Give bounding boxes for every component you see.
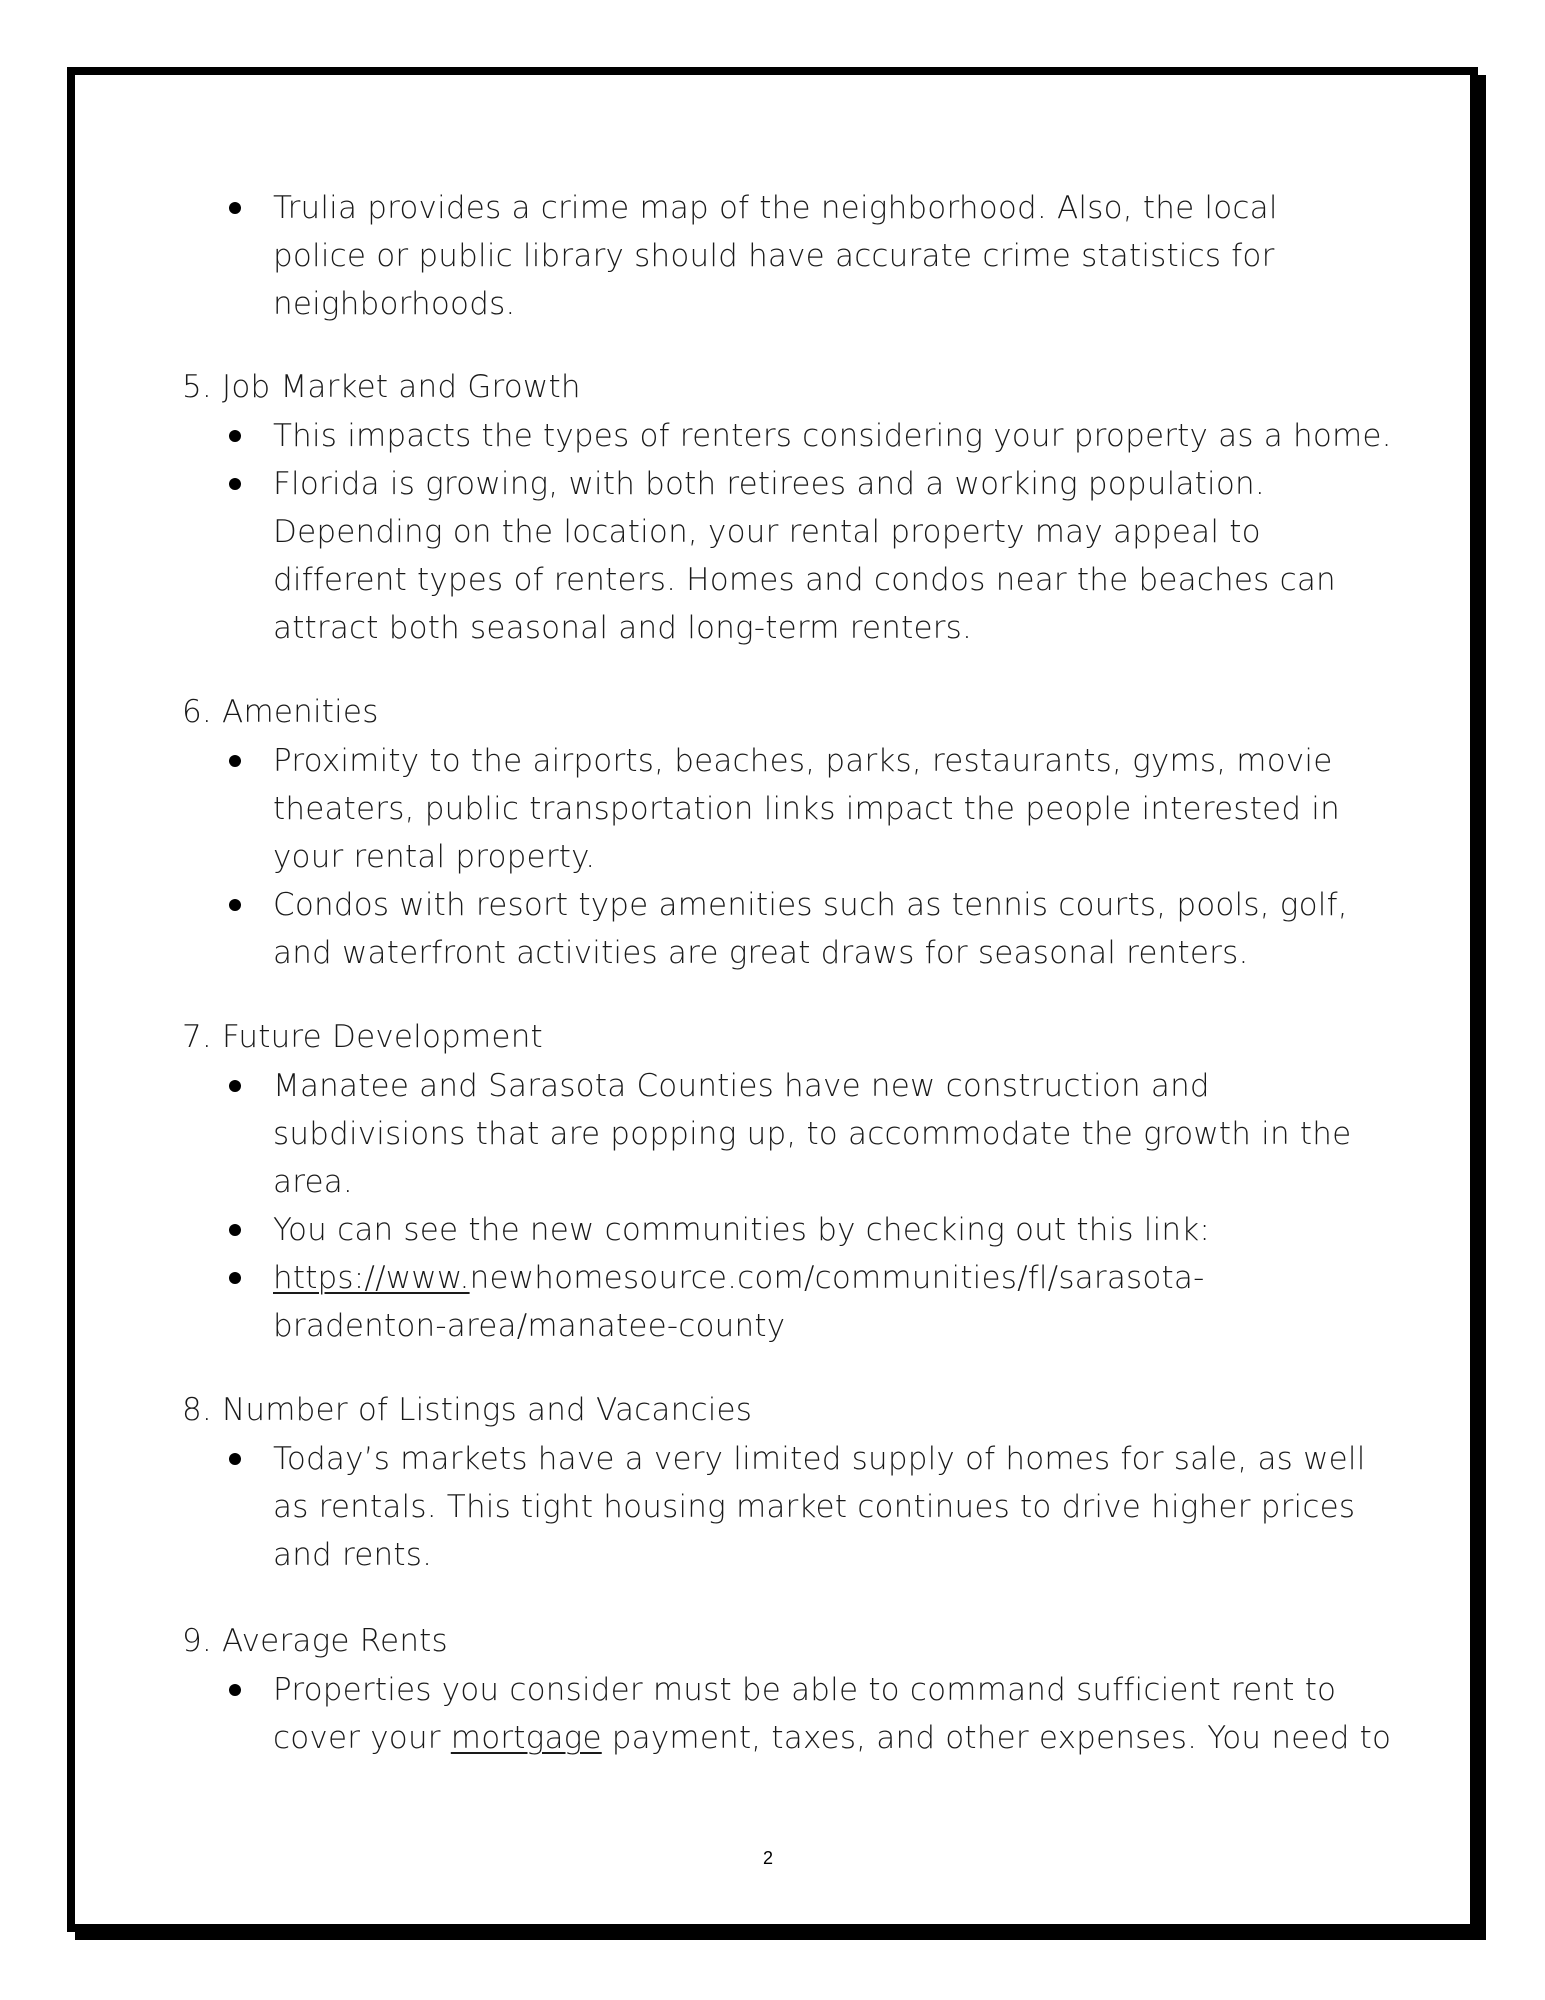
bullet-icon	[229, 899, 241, 911]
body-text: This impacts the types of renters considering your property as a home.	[273, 418, 1392, 454]
body-text: and waterfront activities are great draws for seasonal renters.	[273, 935, 1249, 971]
body-text: area.	[273, 1164, 353, 1200]
bullet-icon	[229, 202, 241, 214]
mortgage-hyperlink[interactable]: mortgage	[450, 1720, 602, 1756]
body-text: Florida is growing, with both retirees and a working population.	[273, 466, 1265, 502]
body-text: your rental property.	[273, 839, 596, 875]
body-text: Manatee and Sarasota Counties have new construction and	[273, 1068, 1210, 1104]
section-heading-future-development: 7. Future Development	[182, 1019, 543, 1055]
bullet-icon	[229, 1684, 241, 1696]
body-text: Today’s markets have a very limited supply of homes for sale, as well	[273, 1441, 1366, 1477]
bullet-icon	[229, 430, 241, 442]
section-heading-listings-vacancies: 8. Number of Listings and Vacancies	[182, 1392, 753, 1428]
body-text: attract both seasonal and long-term renters.	[273, 610, 973, 646]
newhomesource-link-continued[interactable]: bradenton-area/manatee-county	[273, 1308, 786, 1344]
body-text: Condos with resort type amenities such as tennis courts, pools, golf,	[273, 887, 1348, 923]
body-text: theaters, public transportation links impact the people interested in	[273, 791, 1340, 827]
bullet-icon	[229, 1453, 241, 1465]
bullet-icon	[229, 478, 241, 490]
section-heading-job-market: 5. Job Market and Growth	[182, 369, 581, 405]
body-text: police or public library should have accurate crime statistics for	[273, 238, 1275, 274]
body-text: Proximity to the airports, beaches, parks, restaurants, gyms, movie	[273, 743, 1333, 779]
body-text: subdivisions that are popping up, to accommodate the growth in the	[273, 1116, 1352, 1152]
body-text: neighborhoods.	[273, 286, 516, 322]
body-text: Properties you consider must be able to command sufficient rent to	[273, 1672, 1337, 1708]
bullet-icon	[229, 1080, 241, 1092]
bullet-icon	[229, 1272, 241, 1284]
text-segment: cover your	[273, 1720, 451, 1756]
text-segment: payment, taxes, and other expenses. You need to	[601, 1720, 1392, 1756]
newhomesource-link[interactable]	[273, 1254, 1204, 1302]
body-text: Depending on the location, your rental property may appeal to	[273, 514, 1261, 550]
link-underlined-prefix[interactable]: https://www.	[273, 1260, 470, 1296]
body-text: Trulia provides a crime map of the neighborhood. Also, the local	[273, 190, 1278, 226]
section-heading-average-rents: 9. Average Rents	[182, 1623, 448, 1659]
link-text[interactable]: newhomesource.com/communities/fl/sarasota-	[469, 1260, 1205, 1296]
body-text	[273, 1714, 1391, 1762]
bullet-icon	[229, 1224, 241, 1236]
bullet-icon	[229, 755, 241, 767]
page-number: 2	[763, 1848, 774, 1868]
body-text: and rents.	[273, 1537, 433, 1573]
body-text: You can see the new communities by checking out this link:	[273, 1212, 1211, 1248]
body-text: as rentals. This tight housing market continues to drive higher prices	[273, 1489, 1356, 1525]
section-heading-amenities: 6. Amenities	[182, 694, 379, 730]
body-text: different types of renters. Homes and condos near the beaches can	[273, 562, 1336, 598]
